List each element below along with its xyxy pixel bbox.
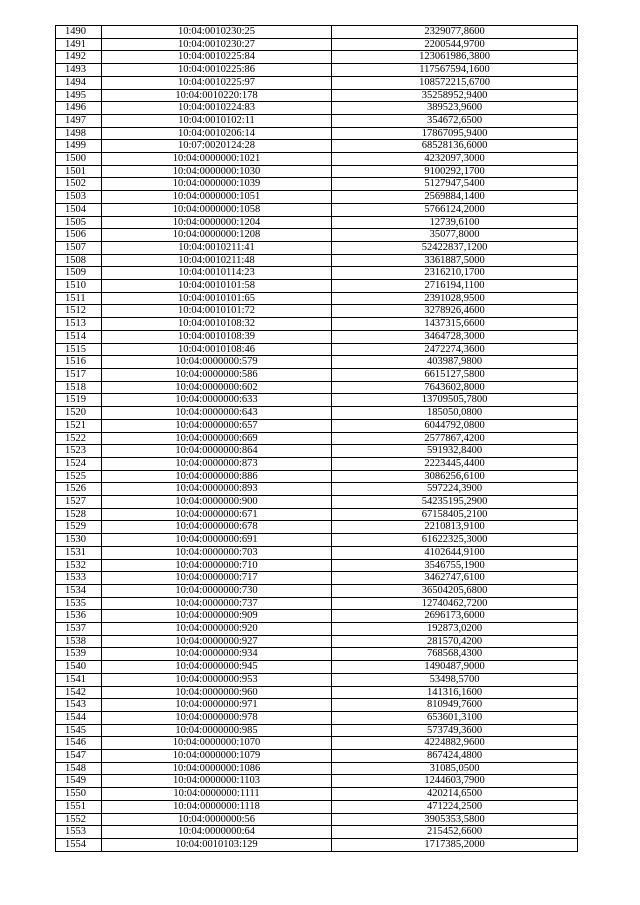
row-number-cell: 1551 [56, 800, 102, 813]
row-number-cell: 1549 [56, 775, 102, 788]
table-row [56, 419, 578, 432]
row-number-cell: 1535 [56, 597, 102, 610]
cadastral-value-cell: 192873,0200 [332, 623, 578, 636]
cadastral-value-cell: 2472274,3600 [332, 343, 578, 356]
cadastral-number-cell: 10:04:0000000:864 [102, 445, 332, 458]
table-row [56, 178, 578, 191]
table-row [56, 546, 578, 559]
table-row [56, 89, 578, 102]
table-row [56, 191, 578, 204]
cadastral-value-cell: 2200544,9700 [332, 38, 578, 51]
cadastral-number-cell: 10:04:0000000:64 [102, 826, 332, 839]
row-number-cell: 1500 [56, 153, 102, 166]
row-number-cell: 1532 [56, 559, 102, 572]
table-row [56, 76, 578, 89]
cadastral-number-cell: 10:04:0000000:643 [102, 407, 332, 420]
table-row [56, 140, 578, 153]
table-row [56, 457, 578, 470]
cadastral-number-cell: 10:04:0000000:730 [102, 584, 332, 597]
table-row [56, 432, 578, 445]
table-row [56, 508, 578, 521]
cadastral-number-cell: 10:04:0000000:1051 [102, 191, 332, 204]
cadastral-number-cell: 10:04:0000000:1030 [102, 165, 332, 178]
table-row [56, 114, 578, 127]
cadastral-value-cell: 2316210,1700 [332, 267, 578, 280]
cadastral-value-cell: 2391028,9500 [332, 292, 578, 305]
table-row [56, 699, 578, 712]
cadastral-number-cell: 10:04:0010114:23 [102, 267, 332, 280]
cadastral-value-cell: 35258952,9400 [332, 89, 578, 102]
row-number-cell: 1529 [56, 521, 102, 534]
cadastral-value-cell: 3464728,3000 [332, 330, 578, 343]
cadastral-value-cell: 36504205,6800 [332, 584, 578, 597]
cadastral-number-cell: 10:04:0010103:129 [102, 839, 332, 852]
cadastral-number-cell: 10:04:0010225:97 [102, 76, 332, 89]
row-number-cell: 1522 [56, 432, 102, 445]
row-number-cell: 1490 [56, 26, 102, 39]
row-number-cell: 1542 [56, 686, 102, 699]
table-row [56, 127, 578, 140]
cadastral-value-cell: 6615127,5800 [332, 368, 578, 381]
table-row [56, 330, 578, 343]
cadastral-number-cell: 10:04:0000000:909 [102, 610, 332, 623]
cadastral-number-cell: 10:04:0000000:669 [102, 432, 332, 445]
row-number-cell: 1538 [56, 635, 102, 648]
row-number-cell: 1505 [56, 216, 102, 229]
cadastral-value-cell: 281570,4200 [332, 635, 578, 648]
row-number-cell: 1540 [56, 661, 102, 674]
cadastral-value-cell: 597224,3900 [332, 483, 578, 496]
table-row [56, 470, 578, 483]
cadastral-value-cell: 4102644,9100 [332, 546, 578, 559]
cadastral-number-cell: 10:04:0010224:83 [102, 102, 332, 115]
row-number-cell: 1510 [56, 280, 102, 293]
row-number-cell: 1502 [56, 178, 102, 191]
table-row [56, 241, 578, 254]
row-number-cell: 1526 [56, 483, 102, 496]
cadastral-number-cell: 10:04:0000000:978 [102, 711, 332, 724]
table-row [56, 407, 578, 420]
cadastral-value-table [55, 25, 578, 852]
cadastral-number-cell: 10:04:0010211:41 [102, 241, 332, 254]
table-row [56, 343, 578, 356]
table-row [56, 521, 578, 534]
table-row [56, 737, 578, 750]
cadastral-number-cell: 10:04:0010101:72 [102, 305, 332, 318]
row-number-cell: 1497 [56, 114, 102, 127]
row-number-cell: 1541 [56, 673, 102, 686]
cadastral-value-cell: 1490487,9000 [332, 661, 578, 674]
cadastral-value-cell: 52422837,1200 [332, 241, 578, 254]
row-number-cell: 1545 [56, 724, 102, 737]
cadastral-value-cell: 2329077,8600 [332, 26, 578, 39]
cadastral-number-cell: 10:04:0000000:703 [102, 546, 332, 559]
cadastral-value-cell: 420214,6500 [332, 788, 578, 801]
row-number-cell: 1496 [56, 102, 102, 115]
row-number-cell: 1530 [56, 534, 102, 547]
cadastral-number-cell: 10:04:0000000:920 [102, 623, 332, 636]
cadastral-value-cell: 17867095,9400 [332, 127, 578, 140]
row-number-cell: 1499 [56, 140, 102, 153]
cadastral-value-cell: 53498,5700 [332, 673, 578, 686]
cadastral-number-cell: 10:04:0000000:691 [102, 534, 332, 547]
cadastral-value-cell: 12740462,7200 [332, 597, 578, 610]
cadastral-value-cell: 61622325,3000 [332, 534, 578, 547]
row-number-cell: 1504 [56, 203, 102, 216]
cadastral-number-cell: 10:04:0000000:678 [102, 521, 332, 534]
cadastral-value-cell: 4224882,9600 [332, 737, 578, 750]
row-number-cell: 1534 [56, 584, 102, 597]
cadastral-value-cell: 1717385,2000 [332, 839, 578, 852]
cadastral-value-cell: 2223445,4400 [332, 457, 578, 470]
table-row [56, 724, 578, 737]
row-number-cell: 1537 [56, 623, 102, 636]
table-row [56, 673, 578, 686]
cadastral-number-cell: 10:04:0010220:178 [102, 89, 332, 102]
cadastral-number-cell: 10:04:0000000:1039 [102, 178, 332, 191]
row-number-cell: 1506 [56, 229, 102, 242]
cadastral-value-cell: 108572215,6700 [332, 76, 578, 89]
row-number-cell: 1533 [56, 572, 102, 585]
row-number-cell: 1531 [56, 546, 102, 559]
cadastral-number-cell: 10:04:0000000:1079 [102, 750, 332, 763]
row-number-cell: 1543 [56, 699, 102, 712]
table-row [56, 229, 578, 242]
table-row [56, 750, 578, 763]
row-number-cell: 1503 [56, 191, 102, 204]
table-body [56, 26, 578, 852]
cadastral-number-cell: 10:04:0010230:27 [102, 38, 332, 51]
table-row [56, 635, 578, 648]
table-row [56, 280, 578, 293]
cadastral-number-cell: 10:04:0010102:11 [102, 114, 332, 127]
table-row [56, 254, 578, 267]
table-row [56, 661, 578, 674]
cadastral-number-cell: 10:04:0000000:602 [102, 381, 332, 394]
row-number-cell: 1546 [56, 737, 102, 750]
table-row [56, 305, 578, 318]
row-number-cell: 1507 [56, 241, 102, 254]
cadastral-number-cell: 10:04:0000000:985 [102, 724, 332, 737]
cadastral-number-cell: 10:04:0000000:579 [102, 356, 332, 369]
row-number-cell: 1494 [56, 76, 102, 89]
table-row [56, 318, 578, 331]
row-number-cell: 1511 [56, 292, 102, 305]
cadastral-number-cell: 10:04:0010101:58 [102, 280, 332, 293]
row-number-cell: 1527 [56, 496, 102, 509]
cadastral-number-cell: 10:04:0000000:717 [102, 572, 332, 585]
cadastral-number-cell: 10:04:0000000:934 [102, 648, 332, 661]
row-number-cell: 1550 [56, 788, 102, 801]
cadastral-value-cell: 2696173,6000 [332, 610, 578, 623]
row-number-cell: 1515 [56, 343, 102, 356]
cadastral-value-cell: 3905353,5800 [332, 813, 578, 826]
table-row [56, 597, 578, 610]
cadastral-number-cell: 10:04:0010225:84 [102, 51, 332, 64]
cadastral-value-cell: 67158405,2100 [332, 508, 578, 521]
cadastral-value-cell: 2577867,4200 [332, 432, 578, 445]
cadastral-value-cell: 215452,6600 [332, 826, 578, 839]
cadastral-number-cell: 10:04:0000000:971 [102, 699, 332, 712]
cadastral-value-cell: 354672,6500 [332, 114, 578, 127]
cadastral-value-cell: 13709505,7800 [332, 394, 578, 407]
cadastral-number-cell: 10:04:0010101:65 [102, 292, 332, 305]
cadastral-value-cell: 867424,4800 [332, 750, 578, 763]
row-number-cell: 1523 [56, 445, 102, 458]
cadastral-number-cell: 10:04:0000000:1070 [102, 737, 332, 750]
row-number-cell: 1509 [56, 267, 102, 280]
cadastral-number-cell: 10:04:0000000:953 [102, 673, 332, 686]
cadastral-value-cell: 3086256,6100 [332, 470, 578, 483]
row-number-cell: 1552 [56, 813, 102, 826]
table-row [56, 64, 578, 77]
cadastral-value-cell: 3462747,6100 [332, 572, 578, 585]
cadastral-value-cell: 591932,8400 [332, 445, 578, 458]
table-row [56, 800, 578, 813]
table-row [56, 26, 578, 39]
cadastral-number-cell: 10:07:0020124:28 [102, 140, 332, 153]
table-row [56, 483, 578, 496]
cadastral-value-cell: 653601,3100 [332, 711, 578, 724]
cadastral-value-cell: 9100292,1700 [332, 165, 578, 178]
cadastral-value-cell: 185050,0800 [332, 407, 578, 420]
cadastral-number-cell: 10:04:0010108:39 [102, 330, 332, 343]
table-row [56, 153, 578, 166]
cadastral-number-cell: 10:04:0000000:873 [102, 457, 332, 470]
row-number-cell: 1539 [56, 648, 102, 661]
cadastral-number-cell: 10:04:0000000:633 [102, 394, 332, 407]
table-row [56, 51, 578, 64]
cadastral-number-cell: 10:04:0010206:14 [102, 127, 332, 140]
table-row [56, 368, 578, 381]
cadastral-value-cell: 768568,4300 [332, 648, 578, 661]
cadastral-value-cell: 35077,8000 [332, 229, 578, 242]
table-row [56, 292, 578, 305]
cadastral-value-cell: 5127947,5400 [332, 178, 578, 191]
row-number-cell: 1495 [56, 89, 102, 102]
cadastral-number-cell: 10:04:0000000:1058 [102, 203, 332, 216]
cadastral-number-cell: 10:04:0000000:56 [102, 813, 332, 826]
cadastral-value-cell: 4232097,3000 [332, 153, 578, 166]
row-number-cell: 1521 [56, 419, 102, 432]
table-row [56, 267, 578, 280]
row-number-cell: 1547 [56, 750, 102, 763]
cadastral-value-cell: 3361887,5000 [332, 254, 578, 267]
table-row [56, 788, 578, 801]
row-number-cell: 1514 [56, 330, 102, 343]
cadastral-number-cell: 10:04:0000000:1118 [102, 800, 332, 813]
cadastral-number-cell: 10:04:0000000:893 [102, 483, 332, 496]
table-row [56, 686, 578, 699]
table-row [56, 813, 578, 826]
cadastral-number-cell: 10:04:0010230:25 [102, 26, 332, 39]
row-number-cell: 1516 [56, 356, 102, 369]
row-number-cell: 1519 [56, 394, 102, 407]
table-row [56, 775, 578, 788]
table-row [56, 559, 578, 572]
table-row [56, 762, 578, 775]
cadastral-value-cell: 12739,6100 [332, 216, 578, 229]
cadastral-number-cell: 10:04:0000000:1103 [102, 775, 332, 788]
cadastral-value-cell: 5766124,2000 [332, 203, 578, 216]
cadastral-value-cell: 3278926,4600 [332, 305, 578, 318]
row-number-cell: 1548 [56, 762, 102, 775]
row-number-cell: 1491 [56, 38, 102, 51]
row-number-cell: 1492 [56, 51, 102, 64]
cadastral-value-cell: 141316,1600 [332, 686, 578, 699]
cadastral-number-cell: 10:04:0000000:945 [102, 661, 332, 674]
row-number-cell: 1520 [56, 407, 102, 420]
cadastral-value-cell: 6044792,0800 [332, 419, 578, 432]
cadastral-number-cell: 10:04:0000000:960 [102, 686, 332, 699]
table-row [56, 572, 578, 585]
table-row [56, 826, 578, 839]
cadastral-value-cell: 2210813,9100 [332, 521, 578, 534]
cadastral-value-cell: 7643602,8000 [332, 381, 578, 394]
cadastral-number-cell: 10:04:0000000:671 [102, 508, 332, 521]
row-number-cell: 1536 [56, 610, 102, 623]
row-number-cell: 1513 [56, 318, 102, 331]
table-row [56, 496, 578, 509]
table-row [56, 711, 578, 724]
table-row [56, 216, 578, 229]
row-number-cell: 1498 [56, 127, 102, 140]
cadastral-value-cell: 1244603,7900 [332, 775, 578, 788]
cadastral-value-cell: 471224,2500 [332, 800, 578, 813]
row-number-cell: 1544 [56, 711, 102, 724]
cadastral-number-cell: 10:04:0000000:586 [102, 368, 332, 381]
table-row [56, 648, 578, 661]
cadastral-number-cell: 10:04:0000000:886 [102, 470, 332, 483]
table-row [56, 38, 578, 51]
row-number-cell: 1517 [56, 368, 102, 381]
row-number-cell: 1528 [56, 508, 102, 521]
cadastral-value-cell: 2569884,1400 [332, 191, 578, 204]
cadastral-value-cell: 2716194,1100 [332, 280, 578, 293]
cadastral-number-cell: 10:04:0010211:48 [102, 254, 332, 267]
table-row [56, 381, 578, 394]
row-number-cell: 1518 [56, 381, 102, 394]
table-row [56, 394, 578, 407]
cadastral-number-cell: 10:04:0010108:32 [102, 318, 332, 331]
cadastral-number-cell: 10:04:0000000:1086 [102, 762, 332, 775]
cadastral-value-cell: 68528136,6000 [332, 140, 578, 153]
cadastral-number-cell: 10:04:0000000:1021 [102, 153, 332, 166]
row-number-cell: 1501 [56, 165, 102, 178]
table-row [56, 623, 578, 636]
cadastral-value-cell: 123061986,3800 [332, 51, 578, 64]
cadastral-value-cell: 117567594,1600 [332, 64, 578, 77]
table-row [56, 534, 578, 547]
cadastral-number-cell: 10:04:0000000:657 [102, 419, 332, 432]
row-number-cell: 1493 [56, 64, 102, 77]
table-row [56, 584, 578, 597]
cadastral-number-cell: 10:04:0000000:1204 [102, 216, 332, 229]
cadastral-number-cell: 10:04:0000000:710 [102, 559, 332, 572]
cadastral-number-cell: 10:04:0010108:46 [102, 343, 332, 356]
cadastral-number-cell: 10:04:0010225:86 [102, 64, 332, 77]
cadastral-value-cell: 54235195,2900 [332, 496, 578, 509]
cadastral-value-cell: 3546755,1900 [332, 559, 578, 572]
row-number-cell: 1553 [56, 826, 102, 839]
cadastral-value-cell: 810949,7600 [332, 699, 578, 712]
table-row [56, 356, 578, 369]
cadastral-number-cell: 10:04:0000000:900 [102, 496, 332, 509]
row-number-cell: 1508 [56, 254, 102, 267]
table-row [56, 102, 578, 115]
cadastral-number-cell: 10:04:0000000:737 [102, 597, 332, 610]
table-row [56, 839, 578, 852]
table-row [56, 610, 578, 623]
cadastral-number-cell: 10:04:0000000:1208 [102, 229, 332, 242]
cadastral-value-cell: 31085,0500 [332, 762, 578, 775]
row-number-cell: 1512 [56, 305, 102, 318]
cadastral-value-cell: 389523,9600 [332, 102, 578, 115]
cadastral-number-cell: 10:04:0000000:1111 [102, 788, 332, 801]
table-row [56, 203, 578, 216]
cadastral-number-cell: 10:04:0000000:927 [102, 635, 332, 648]
row-number-cell: 1524 [56, 457, 102, 470]
cadastral-value-cell: 403987,9800 [332, 356, 578, 369]
table-row [56, 165, 578, 178]
cadastral-value-cell: 573749,3600 [332, 724, 578, 737]
row-number-cell: 1554 [56, 839, 102, 852]
row-number-cell: 1525 [56, 470, 102, 483]
table-row [56, 445, 578, 458]
cadastral-value-cell: 1437315,6600 [332, 318, 578, 331]
